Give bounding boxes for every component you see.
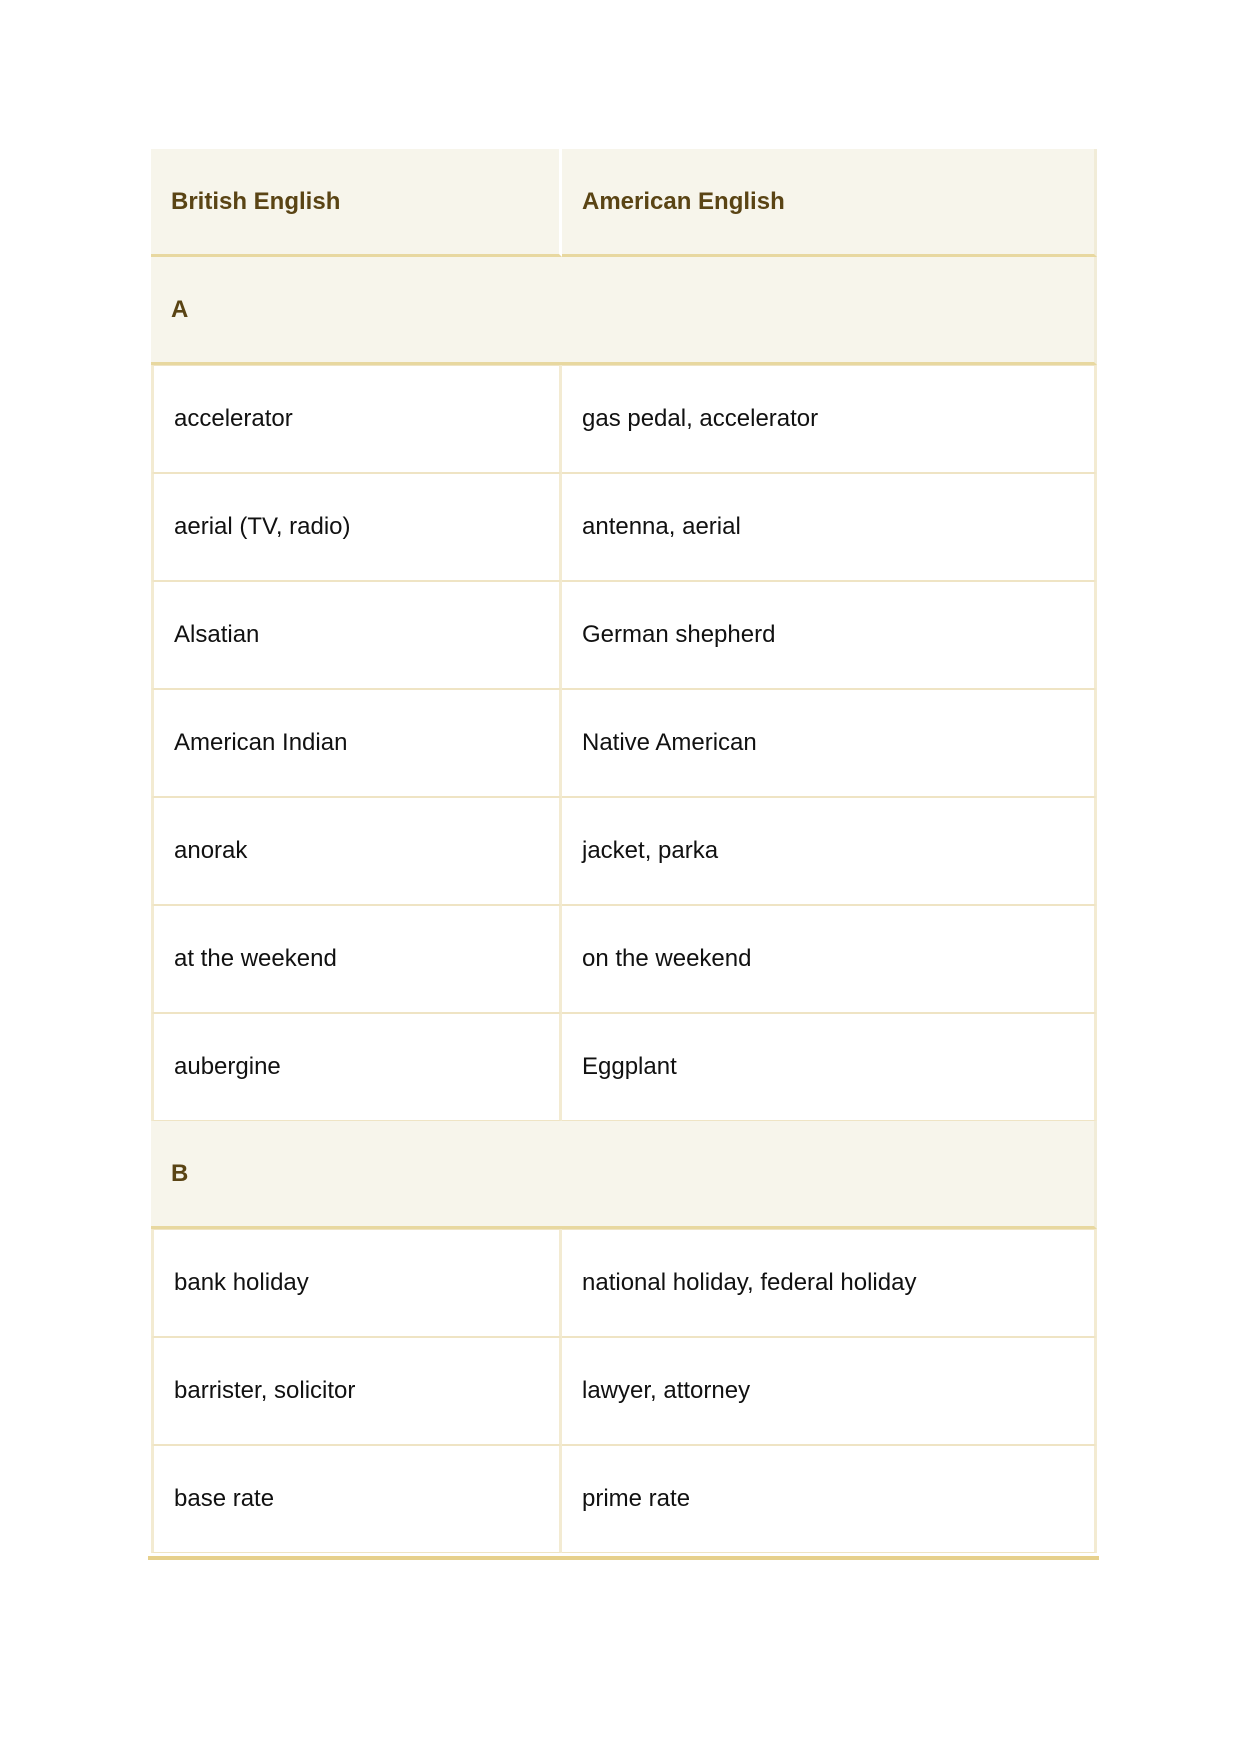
column-header-american: American English xyxy=(562,149,1097,257)
british-term: aerial (TV, radio) xyxy=(151,473,562,581)
table-row xyxy=(151,581,1097,689)
american-term: gas pedal, accelerator xyxy=(562,365,1097,473)
british-term: at the weekend xyxy=(151,905,562,1013)
british-term: barrister, solicitor xyxy=(151,1337,562,1445)
american-term: national holiday, federal holiday xyxy=(562,1229,1097,1337)
section-letter: A xyxy=(151,257,1097,365)
british-american-vocabulary-table xyxy=(151,149,1097,1553)
section-header-row xyxy=(151,1121,1097,1229)
section-letter: B xyxy=(151,1121,1097,1229)
table-bottom-rule xyxy=(148,1556,1099,1560)
section-header-row xyxy=(151,257,1097,365)
table-row xyxy=(151,1229,1097,1337)
british-term: anorak xyxy=(151,797,562,905)
column-header-british: British English xyxy=(151,149,562,257)
american-term: antenna, aerial xyxy=(562,473,1097,581)
british-term: bank holiday xyxy=(151,1229,562,1337)
table-row xyxy=(151,1445,1097,1553)
british-term: American Indian xyxy=(151,689,562,797)
table-row xyxy=(151,1013,1097,1121)
table-row xyxy=(151,365,1097,473)
american-term: jacket, parka xyxy=(562,797,1097,905)
american-term: German shepherd xyxy=(562,581,1097,689)
american-term: lawyer, attorney xyxy=(562,1337,1097,1445)
table-row xyxy=(151,689,1097,797)
american-term: Native American xyxy=(562,689,1097,797)
british-term: aubergine xyxy=(151,1013,562,1121)
american-term: on the weekend xyxy=(562,905,1097,1013)
table-row xyxy=(151,473,1097,581)
table-row xyxy=(151,797,1097,905)
table-header-row xyxy=(151,149,1097,257)
british-term: base rate xyxy=(151,1445,562,1553)
american-term: prime rate xyxy=(562,1445,1097,1553)
table-row xyxy=(151,1337,1097,1445)
british-term: accelerator xyxy=(151,365,562,473)
table-row xyxy=(151,905,1097,1013)
british-term: Alsatian xyxy=(151,581,562,689)
american-term: Eggplant xyxy=(562,1013,1097,1121)
